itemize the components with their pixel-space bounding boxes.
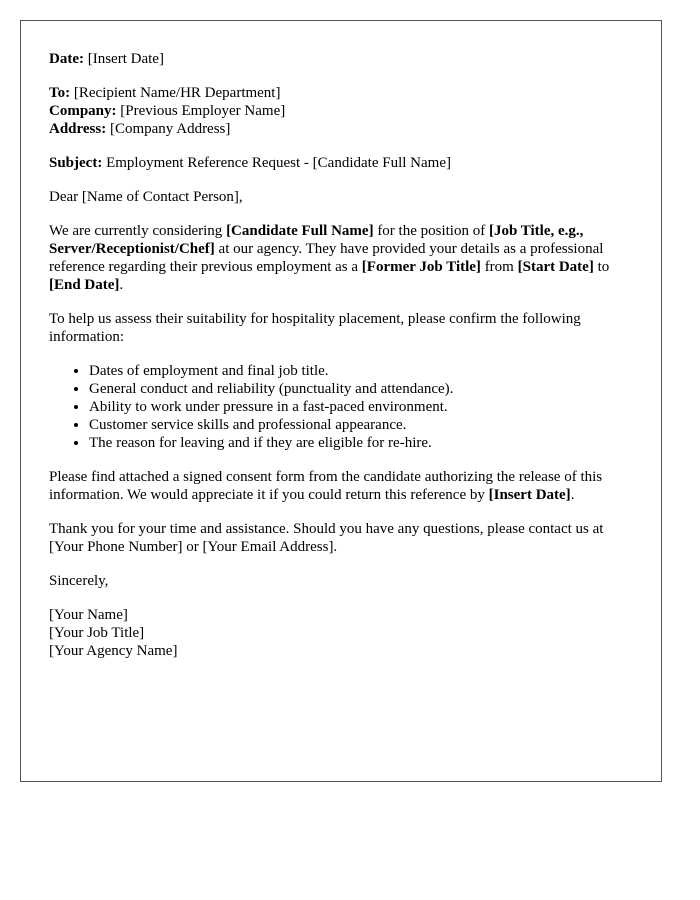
list-item: • Dates of employment and final job title.: [89, 362, 633, 380]
signature-block: [49, 606, 633, 660]
company-line: [49, 102, 633, 120]
list-item: • Ability to work under pressure in a fast-paced environment.: [89, 398, 633, 416]
address-label: Address:: [49, 121, 107, 137]
job-title: [Job Title, e.g., Server/Receptionist/Chef]: [49, 223, 584, 257]
start-date: [Start Date]: [517, 259, 594, 275]
company-label: Company:: [49, 103, 117, 119]
consent-text-2: .: [570, 487, 575, 503]
subject-line: [49, 154, 633, 172]
consent-text-1: Please find attached a signed consent form from the candidate authorizing the release of this information. We would appreciate it if you could return this reference by: [49, 469, 603, 503]
to-line: [49, 84, 633, 102]
salutation: Dear [Name of Contact Person],: [49, 189, 243, 205]
recipient-block: [49, 84, 633, 138]
intro-text-4: from: [480, 259, 518, 275]
signature-agency: [Your Agency Name]: [49, 643, 178, 659]
to-value: [Recipient Name/HR Department]: [70, 85, 281, 101]
list-item: • The reason for leaving and if they are eligible for re-hire.: [89, 434, 633, 452]
list-item: • Customer service skills and professional appearance.: [89, 416, 633, 434]
subject-value: Employment Reference Request - [Candidate Full Name]: [102, 155, 451, 171]
list-item: • General conduct and reliability (punctuality and attendance).: [89, 380, 633, 398]
deadline-date: [Insert Date]: [488, 487, 571, 503]
former-job-title: [Former Job Title]: [361, 259, 481, 275]
intro-text-6: .: [119, 277, 124, 293]
signature-job-title: [Your Job Title]: [49, 625, 145, 641]
information-list: [49, 362, 633, 452]
end-date: [End Date]: [49, 277, 120, 293]
intro-text-2: for the position of: [373, 223, 489, 239]
intro-text-5: to: [593, 259, 610, 275]
intro-text-1: We are currently considering: [49, 223, 227, 239]
closing: Sincerely,: [49, 573, 109, 589]
candidate-name: [Candidate Full Name]: [226, 223, 374, 239]
consent-paragraph: [49, 468, 633, 504]
address-line: [49, 120, 633, 138]
date-label: Date:: [49, 51, 84, 67]
thanks-paragraph: Thank you for your time and assistance. Should you have any questions, please contact us at [Your Phone Number] or [Your Email Address].: [49, 521, 604, 555]
date-line: [49, 50, 633, 68]
intro-paragraph: [49, 222, 633, 294]
subject-label: Subject:: [49, 155, 103, 171]
date-value: [Insert Date]: [83, 51, 164, 67]
to-label: To:: [49, 85, 71, 101]
intro-text-3: at our agency. They have provided your details as a professional reference regarding their previous employment as a: [49, 241, 604, 275]
company-value: [Previous Employer Name]: [116, 103, 286, 119]
signature-name: [Your Name]: [49, 607, 128, 623]
letter-page: [20, 20, 662, 782]
request-paragraph: To help us assess their suitability for hospitality placement, please confirm the following information:: [49, 311, 581, 345]
address-value: [Company Address]: [106, 121, 231, 137]
